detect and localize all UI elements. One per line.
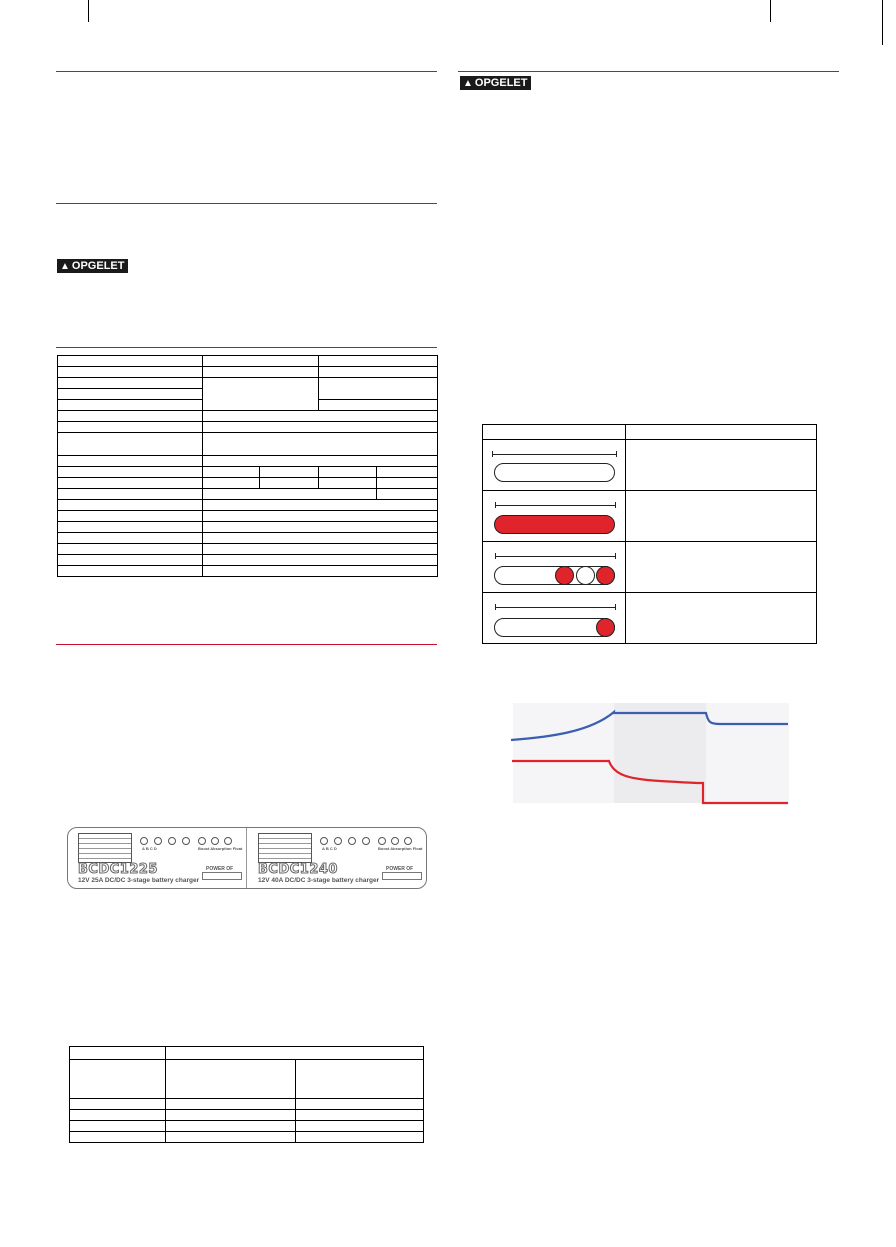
table-row [70,1110,424,1121]
crop-mark-left [88,0,89,22]
table-row [70,1132,424,1143]
table-row [70,1047,424,1060]
caution-badge-right [460,76,531,90]
led-group-1-label: A B C D [322,846,337,851]
table-row [70,1060,424,1099]
table-row [58,533,438,544]
led-b-icon [334,837,342,845]
table-row [58,500,438,511]
range-bar [495,505,616,506]
range-tick [615,553,616,559]
led-group-1-label: A B C D [142,846,157,851]
label-divider [246,828,247,888]
brand-logo-box [382,872,422,880]
crop-mark-edge [882,0,883,45]
section-divider-3 [56,347,437,348]
model-name: BCDC1240 [258,862,338,877]
table-row [58,411,438,422]
led-b-icon [154,837,162,845]
led-absorption-icon [211,837,219,845]
led-float-icon [224,837,232,845]
led-red-icon [555,566,574,585]
table-row [58,433,438,456]
section-divider-1 [56,71,437,72]
section-divider-right-1 [458,71,839,72]
label-bcdc1240 [248,828,426,888]
led-group-2-label: Boost Absorption Float [198,846,243,851]
table-row [58,356,438,367]
range-bar [492,454,617,455]
charging-curve-diagram [510,700,790,806]
led-a-icon [140,837,148,845]
led-red-icon [596,566,615,585]
led-d-icon [182,837,190,845]
led-status-table [482,424,817,644]
table-row [70,1099,424,1110]
label-bcdc1225 [68,828,246,888]
table-row [58,367,438,378]
led-boost-icon [378,837,386,845]
led-red-icon [596,618,615,637]
led-absorption-icon [391,837,399,845]
range-tick [616,451,617,457]
table-row [58,422,438,433]
table-row [58,489,438,500]
table-row [58,522,438,533]
table-row [58,478,438,489]
table-row [58,511,438,522]
chart-stage-band [614,703,706,803]
label-mini-table [258,833,312,863]
range-tick [615,502,616,508]
led-pill-on [494,515,615,534]
led-off-icon [576,566,595,585]
table-row [58,566,438,577]
crop-mark-right [770,0,771,22]
led-boost-icon [198,837,206,845]
led-d-icon [362,837,370,845]
mode-table [69,1046,424,1143]
model-subtitle: 12V 25A DC/DC 3-stage battery charger [78,877,200,884]
table-row [58,544,438,555]
brand-text: POWER OF [206,866,234,872]
section-divider-4 [56,644,437,645]
range-tick [495,553,496,559]
section-divider-2 [56,203,437,204]
product-label-illustration [67,827,427,889]
table-row [483,425,817,440]
caution-badge-left [57,259,128,273]
warning-triangle-icon: ▲ [60,261,70,272]
brand-logo-box [202,872,242,880]
led-a-icon [320,837,328,845]
table-row [70,1121,424,1132]
model-name: BCDC1225 [78,862,158,877]
brand-text: POWER OF [386,866,414,872]
caution-text: OPGELET [71,260,125,272]
led-c-icon [348,837,356,845]
led-pill-off [494,463,615,482]
model-subtitle: 12V 40A DC/DC 3-stage battery charger [258,877,380,884]
range-bar [495,607,616,608]
range-tick [492,451,493,457]
table-row [58,456,438,467]
table-row [58,378,438,389]
range-bar [495,556,616,557]
warning-triangle-icon: ▲ [463,78,473,89]
caution-text: OPGELET [474,77,528,89]
range-tick [495,604,496,610]
range-tick [495,502,496,508]
led-c-icon [168,837,176,845]
table-row [58,555,438,566]
table-row [58,467,438,478]
led-group-2-label: Boost Absorption Float [378,846,423,851]
spec-table [57,355,438,577]
led-float-icon [404,837,412,845]
label-mini-table [78,833,132,863]
range-tick [615,604,616,610]
